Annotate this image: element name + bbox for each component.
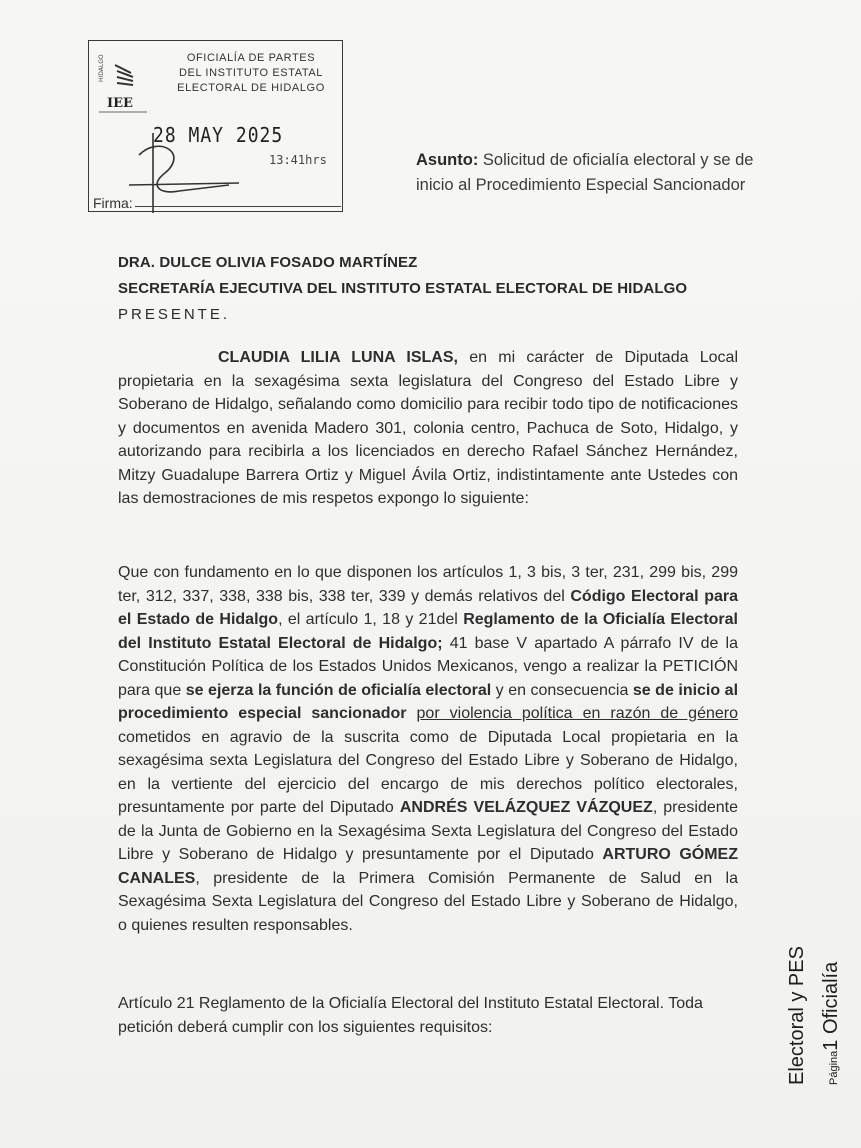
paragraph-text: en mi carácter de Diputada Local propietaria en la sexagésima sexta legislatura del Congreso del Estado Libre y Soberano de Hidalgo, señalando como domicilio para recibir todo tipo de notificaciones y documentos en avenida Madero 301, colonia centro, Pachuca de Soto, Hidalgo, y autorizando para recibirla a los licenciados en derecho Rafael Sánchez Hernández, Mitzy Guadalupe Barrera Ortiz y Miguel Ávila Ortiz, indistintamente ante Ustedes con las demostraciones de mis respetos expongo lo siguiente: bbox=[118, 349, 738, 507]
addressee-position: SECRETARÍA EJECUTIVA DEL INSTITUTO ESTATAL ELECTORAL DE HIDALGO bbox=[118, 280, 688, 297]
text-run: 41 base V apartado A párrafo IV de la Constitución Política de los Estados Unidos Mexicanos, vengo a realizar la PETICIÓN para que bbox=[118, 634, 738, 699]
page-label: Página bbox=[828, 1050, 840, 1085]
firma-line bbox=[135, 206, 341, 207]
iee-logo-icon bbox=[95, 51, 151, 115]
text-run bbox=[407, 705, 417, 722]
stamp-office-name bbox=[167, 51, 335, 96]
text-run: , el artículo 1, 18 y 21del bbox=[278, 611, 464, 628]
subject-block bbox=[416, 148, 756, 198]
underlined-run: por violencia política en razón de género bbox=[416, 705, 738, 722]
stamp-office-line: ELECTORAL DE HIDALGO bbox=[177, 82, 325, 94]
reception-stamp bbox=[88, 40, 343, 212]
footer-line-1: Oficialía bbox=[820, 961, 842, 1040]
subject-label: Asunto: bbox=[416, 151, 479, 169]
bold-run: se ejerza la función de oficialía electoral bbox=[185, 681, 492, 699]
bold-run: ARTURO GÓMEZ CANALES bbox=[118, 846, 738, 887]
text-run: , presidente de la Primera Comisión Permanente de Salud en la Sexagésima Sexta Legislatura del Congreso del Estado Libre y Soberano de Hidalgo, o quienes resulten responsables. bbox=[118, 869, 738, 934]
footer-line-2: Electoral y PES bbox=[786, 946, 808, 1085]
bold-run: Reglamento de la Oficialía Electoral del Instituto Estatal Electoral de Hidalgo; bbox=[118, 611, 739, 652]
text-run: Que con fundamento en lo que disponen los artículos 1, 3 bis, 3 ter, 231, 299 bis, 299 ter, 312, 337, 338, 338 bis, 338 ter, 339 y demás relativos del bbox=[118, 564, 738, 605]
subject-text: Solicitud de oficialía electoral y se de inicio al Procedimiento Especial Sancionador bbox=[416, 151, 754, 194]
paragraph-introduction bbox=[118, 346, 738, 511]
bold-run: se de inicio al procedimiento especial sancionador bbox=[118, 681, 739, 722]
stamp-office-line: DEL INSTITUTO ESTATAL bbox=[178, 67, 323, 79]
stamp-office-line: OFICIALÍA DE PARTES bbox=[186, 52, 316, 64]
stamp-date: 28 MAY 2025 bbox=[153, 123, 284, 148]
text-run: , presidente de la Junta de Gobierno en la Sexagésima Sexta Legislatura del Congreso del Estado Libre y Soberano de Hidalgo y presuntamente por el Diputado bbox=[118, 799, 739, 863]
paragraph-article-21: Artículo 21 Reglamento de la Oficialía Electoral del Instituto Estatal Electoral. Toda petición deberá cumplir con los siguientes requisitos: bbox=[118, 995, 703, 1036]
signer-name: CLAUDIA LILIA LUNA ISLAS, bbox=[218, 349, 458, 366]
presente-line: PRESENTE. bbox=[118, 306, 231, 323]
paragraph-petition bbox=[118, 561, 738, 937]
addressee-name: DRA. DULCE OLIVIA FOSADO MARTÍNEZ bbox=[118, 254, 418, 271]
bold-run: Código Electoral para el Estado de Hidalgo bbox=[118, 587, 738, 628]
handwritten-signature bbox=[119, 125, 319, 215]
svg-text:HIDALGO: HIDALGO bbox=[98, 54, 105, 82]
page-number: 1 bbox=[820, 1039, 842, 1051]
text-run: cometidos en agravio de la suscrita como de Diputada Local propietaria en la sexagésima sexta Legislatura del Congreso del Estado Libre y Soberano de Hidalgo, en la vertiente del ejercicio del encargo de mis derechos político electorales, presuntamente por parte del Diputado bbox=[118, 728, 738, 816]
logo-lettering: IEE bbox=[107, 96, 133, 111]
stamp-time: 13:41hrs bbox=[269, 153, 327, 167]
page-footer bbox=[786, 946, 843, 1085]
text-run: y en consecuencia bbox=[491, 681, 633, 699]
firma-label: Firma: bbox=[93, 195, 133, 211]
bold-run: ANDRÉS VELÁZQUEZ VÁZQUEZ bbox=[399, 799, 653, 816]
addressee-block bbox=[118, 250, 758, 328]
